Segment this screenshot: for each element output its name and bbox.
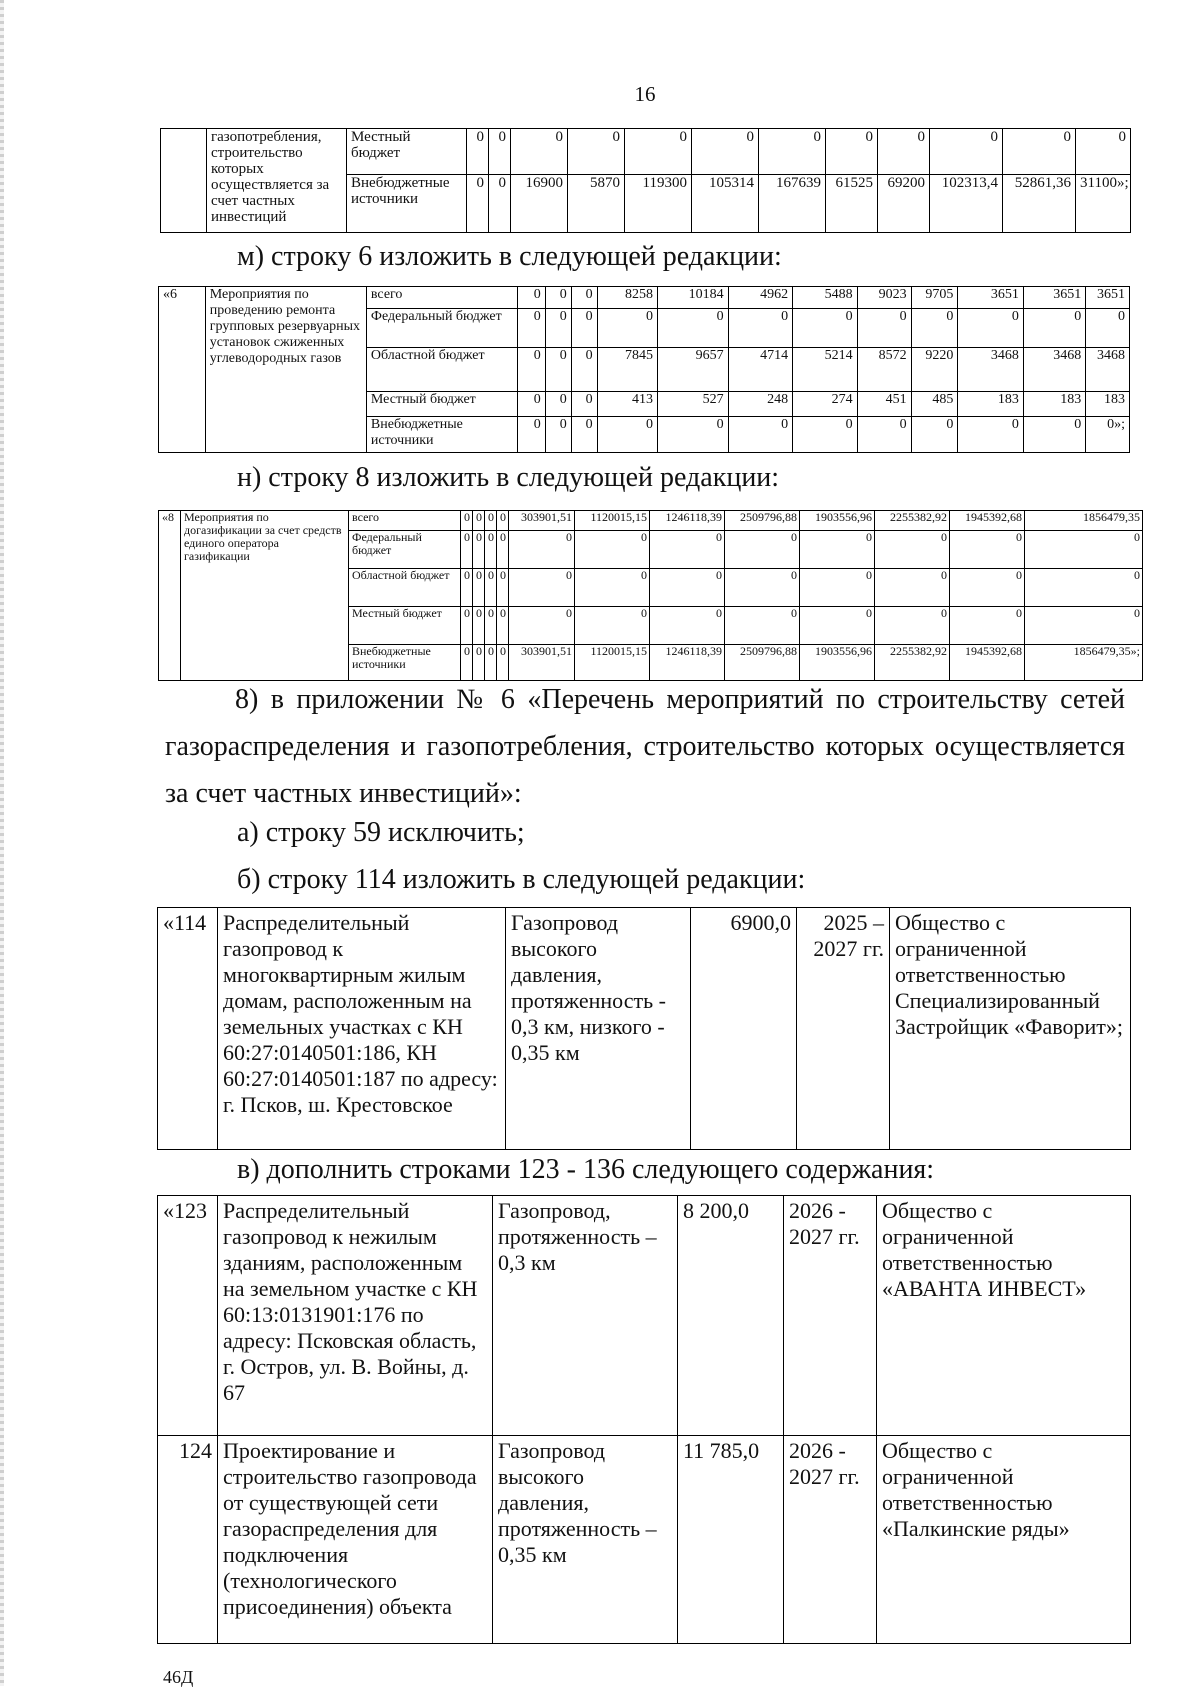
value-cell: 9220: [911, 348, 958, 392]
value-cell: 0: [1076, 129, 1131, 175]
value-cell: 485: [911, 392, 958, 417]
table-row-6: [158, 286, 1130, 453]
object-description: Газопровод высокого давления, протяженность - 0,3 км, низкого - 0,35 км: [506, 908, 691, 1150]
value-cell: 0: [725, 531, 800, 569]
value-cell: 0: [485, 531, 497, 569]
funding-source: всего: [366, 287, 517, 309]
page-number: 16: [634, 82, 656, 106]
value-cell: 0: [597, 417, 657, 453]
value-cell: 2255382,92: [875, 645, 950, 681]
paragraph-8: 8) в приложении № 6 «Перечень мероприятий по строительству сетей газораспределения и газопотребления, строительство которых осуществляется за счет частных инвестиций»:: [165, 684, 1125, 809]
value-cell: 0: [485, 645, 497, 681]
value-cell: 0: [473, 511, 485, 531]
value-cell: 3651: [958, 287, 1023, 309]
value-cell: 1856479,35: [1025, 511, 1143, 531]
value-cell: 0: [461, 511, 473, 531]
value-cell: 0: [517, 417, 545, 453]
organization: Общество с ограниченной ответственностью «АВАНТА ИНВЕСТ»: [877, 1196, 1131, 1436]
value-cell: 0: [800, 569, 875, 607]
value-cell: 0: [950, 569, 1025, 607]
value-cell: 9023: [857, 287, 911, 309]
cost-value: 6900,0: [691, 908, 797, 1150]
value-cell: 183: [958, 392, 1023, 417]
value-cell: 0: [461, 645, 473, 681]
value-cell: 0: [509, 569, 575, 607]
value-cell: 0: [461, 531, 473, 569]
value-cell: 0: [467, 175, 489, 233]
row-number: «123: [158, 1196, 218, 1436]
value-cell: 0: [511, 129, 568, 175]
value-cell: 1246118,39: [650, 645, 725, 681]
period: 2025 – 2027 гг.: [797, 908, 890, 1150]
value-cell: 119300: [625, 175, 692, 233]
value-cell: 0: [509, 607, 575, 645]
value-cell: 4962: [728, 287, 792, 309]
value-cell: 0: [545, 417, 571, 453]
value-cell: 0: [759, 129, 826, 175]
section-heading-n: н) строку 8 изложить в следующей редакции:: [237, 462, 780, 493]
value-cell: 0: [650, 569, 725, 607]
value-cell: 0: [575, 607, 650, 645]
value-cell: 0: [650, 531, 725, 569]
value-cell: 451: [857, 392, 911, 417]
value-cell: 0: [497, 569, 509, 607]
organization: Общество с ограниченной ответственностью «Палкинские ряды»: [877, 1436, 1131, 1644]
value-cell: 0: [657, 309, 728, 348]
value-cell: 0: [692, 129, 759, 175]
value-cell: 0: [485, 607, 497, 645]
value-cell: 0: [930, 129, 1003, 175]
section-heading-m: м) строку 6 изложить в следующей редакции:: [237, 241, 782, 272]
value-cell: 5870: [568, 175, 625, 233]
table-cell-num: [161, 129, 207, 233]
funding-source: Областной бюджет: [366, 348, 517, 392]
value-cell: 0: [517, 392, 545, 417]
value-cell: 0: [793, 417, 857, 453]
value-cell: 3468: [1023, 348, 1085, 392]
value-cell: 0: [473, 607, 485, 645]
value-cell: 0: [571, 392, 597, 417]
value-cell: 1120015,15: [575, 511, 650, 531]
funding-source: Местный бюджет: [349, 607, 461, 645]
value-cell: 1903556,96: [800, 645, 875, 681]
value-cell: 0: [725, 607, 800, 645]
value-cell: 0: [497, 607, 509, 645]
value-cell: 0: [1025, 607, 1143, 645]
table-rows-123-136: [157, 1195, 1131, 1644]
value-cell: 0: [875, 607, 950, 645]
value-cell: 16900: [511, 175, 568, 233]
value-cell: 1856479,35»;: [1025, 645, 1143, 681]
period: 2026 - 2027 гг.: [784, 1436, 877, 1644]
funding-source: Федеральный бюджет: [366, 309, 517, 348]
value-cell: 8258: [597, 287, 657, 309]
funding-source: Внебюджетные источники: [349, 645, 461, 681]
row-number: «8: [159, 511, 181, 681]
value-cell: 248: [728, 392, 792, 417]
measure-name: Мероприятия по проведению ремонта групповых резервуарных установок сжиженных углеводородных газов: [205, 287, 366, 453]
value-cell: 0: [657, 417, 728, 453]
value-cell: 9657: [657, 348, 728, 392]
item-b: б) строку 114 изложить в следующей редакции:: [237, 864, 806, 895]
value-cell: 5488: [793, 287, 857, 309]
value-cell: 0»;: [1086, 417, 1130, 453]
cost-value: 8 200,0: [678, 1196, 784, 1436]
value-cell: 0: [1025, 531, 1143, 569]
value-cell: 0: [875, 531, 950, 569]
value-cell: 0: [545, 348, 571, 392]
value-cell: 0: [489, 129, 511, 175]
item-a: а) строку 59 исключить;: [237, 817, 525, 848]
value-cell: 0: [509, 531, 575, 569]
value-cell: 4714: [728, 348, 792, 392]
value-cell: 0: [1086, 309, 1130, 348]
table-row-114: [157, 907, 1131, 1150]
funding-source: Внебюджетные источники: [366, 417, 517, 453]
value-cell: 1903556,96: [800, 511, 875, 531]
value-cell: 0: [568, 129, 625, 175]
value-cell: 1945392,68: [950, 645, 1025, 681]
object-name: Проектирование и строительство газопровода от существующей сети газораспределения для подключения (технологического присоединения) объекта: [218, 1436, 493, 1644]
funding-source: Областной бюджет: [349, 569, 461, 607]
item-v: в) дополнить строками 123 - 136 следующего содержания:: [237, 1154, 935, 1185]
value-cell: 0: [571, 309, 597, 348]
value-cell: 0: [545, 309, 571, 348]
value-cell: 0: [485, 569, 497, 607]
value-cell: 0: [571, 287, 597, 309]
value-cell: 0: [517, 348, 545, 392]
value-cell: 105314: [692, 175, 759, 233]
value-cell: 0: [575, 531, 650, 569]
value-cell: 0: [473, 531, 485, 569]
value-cell: 0: [473, 645, 485, 681]
value-cell: 0: [625, 129, 692, 175]
value-cell: 0: [473, 569, 485, 607]
funding-source: всего: [349, 511, 461, 531]
object-name: Распределительный газопровод к нежилым зданиям, расположенным на земельном участке с КН 60:13:0131901:176 по адресу: Псковская область, г. Остров, ул. В. Войны, д. 67: [218, 1196, 493, 1436]
value-cell: 0: [461, 569, 473, 607]
measure-name: Мероприятия по догазификации за счет средств единого оператора газификации: [181, 511, 349, 681]
value-cell: 0: [497, 531, 509, 569]
value-cell: 1945392,68: [950, 511, 1025, 531]
value-cell: 527: [657, 392, 728, 417]
value-cell: 31100»;: [1076, 175, 1131, 233]
period: 2026 - 2027 гг.: [784, 1196, 877, 1436]
value-cell: 303901,51: [509, 645, 575, 681]
cost-value: 11 785,0: [678, 1436, 784, 1644]
value-cell: 0: [1003, 129, 1076, 175]
value-cell: 0: [950, 607, 1025, 645]
value-cell: 0: [793, 309, 857, 348]
value-cell: 0: [958, 309, 1023, 348]
value-cell: 0: [725, 569, 800, 607]
value-cell: 3651: [1086, 287, 1130, 309]
value-cell: 0: [950, 531, 1025, 569]
value-cell: 9705: [911, 287, 958, 309]
organization: Общество с ограниченной ответственностью Специализированный Застройщик «Фаворит»;: [890, 908, 1131, 1150]
value-cell: 413: [597, 392, 657, 417]
value-cell: 183: [1086, 392, 1130, 417]
value-cell: 0: [878, 129, 930, 175]
object-description: Газопровод высокого давления, протяженность – 0,35 км: [493, 1436, 678, 1644]
object-name: Распределительный газопровод к многоквартирным жилым домам, расположенным на земельных участках с КН 60:27:0140501:186, КН 60:27:0140501:187 по адресу: г. Псков, ш. Крестовское: [218, 908, 506, 1150]
value-cell: 3651: [1023, 287, 1085, 309]
value-cell: 0: [545, 287, 571, 309]
value-cell: 0: [517, 287, 545, 309]
value-cell: 0: [857, 309, 911, 348]
funding-source: Местный бюджет: [347, 129, 467, 175]
value-cell: 61525: [826, 175, 878, 233]
value-cell: 0: [1023, 417, 1085, 453]
scan-edge: [0, 0, 4, 1686]
value-cell: 3468: [1086, 348, 1130, 392]
value-cell: 0: [497, 645, 509, 681]
row-number: «114: [158, 908, 218, 1150]
value-cell: 0: [800, 607, 875, 645]
value-cell: 167639: [759, 175, 826, 233]
value-cell: 0: [875, 569, 950, 607]
value-cell: 0: [497, 511, 509, 531]
value-cell: 0: [728, 417, 792, 453]
value-cell: 0: [485, 511, 497, 531]
value-cell: 0: [575, 569, 650, 607]
funding-source: Федеральный бюджет: [349, 531, 461, 569]
value-cell: 0: [650, 607, 725, 645]
value-cell: 69200: [878, 175, 930, 233]
value-cell: 8572: [857, 348, 911, 392]
value-cell: 0: [489, 175, 511, 233]
value-cell: 0: [597, 309, 657, 348]
value-cell: 52861,36: [1003, 175, 1076, 233]
value-cell: 0: [461, 607, 473, 645]
value-cell: 0: [826, 129, 878, 175]
value-cell: 0: [857, 417, 911, 453]
value-cell: 0: [1023, 309, 1085, 348]
value-cell: 0: [517, 309, 545, 348]
funding-source: Местный бюджет: [366, 392, 517, 417]
value-cell: 0: [1025, 569, 1143, 607]
value-cell: 0: [571, 417, 597, 453]
table-row-continuation: [160, 128, 1131, 233]
value-cell: 0: [958, 417, 1023, 453]
value-cell: 7845: [597, 348, 657, 392]
value-cell: 0: [545, 392, 571, 417]
value-cell: 2255382,92: [875, 511, 950, 531]
row-number: 124: [158, 1436, 218, 1644]
funding-source: Внебюджетные источники: [347, 175, 467, 233]
row-number: «6: [159, 287, 206, 453]
value-cell: 0: [467, 129, 489, 175]
value-cell: 5214: [793, 348, 857, 392]
value-cell: 183: [1023, 392, 1085, 417]
footer-code: 46Д: [163, 1667, 194, 1687]
table-row-8: [158, 510, 1143, 681]
value-cell: 2509796,88: [725, 645, 800, 681]
value-cell: 0: [911, 309, 958, 348]
value-cell: 3468: [958, 348, 1023, 392]
table-row: [158, 1436, 1131, 1644]
value-cell: 10184: [657, 287, 728, 309]
table-row: [158, 1196, 1131, 1436]
value-cell: 0: [911, 417, 958, 453]
object-description: Газопровод, протяженность – 0,3 км: [493, 1196, 678, 1436]
value-cell: 0: [728, 309, 792, 348]
value-cell: 303901,51: [509, 511, 575, 531]
measure-name: газопотребления, строительство которых осуществляется за счет частных инвестиций: [207, 129, 347, 233]
value-cell: 1246118,39: [650, 511, 725, 531]
value-cell: 0: [800, 531, 875, 569]
value-cell: 274: [793, 392, 857, 417]
value-cell: 1120015,15: [575, 645, 650, 681]
value-cell: 0: [571, 348, 597, 392]
value-cell: 102313,4: [930, 175, 1003, 233]
value-cell: 2509796,88: [725, 511, 800, 531]
